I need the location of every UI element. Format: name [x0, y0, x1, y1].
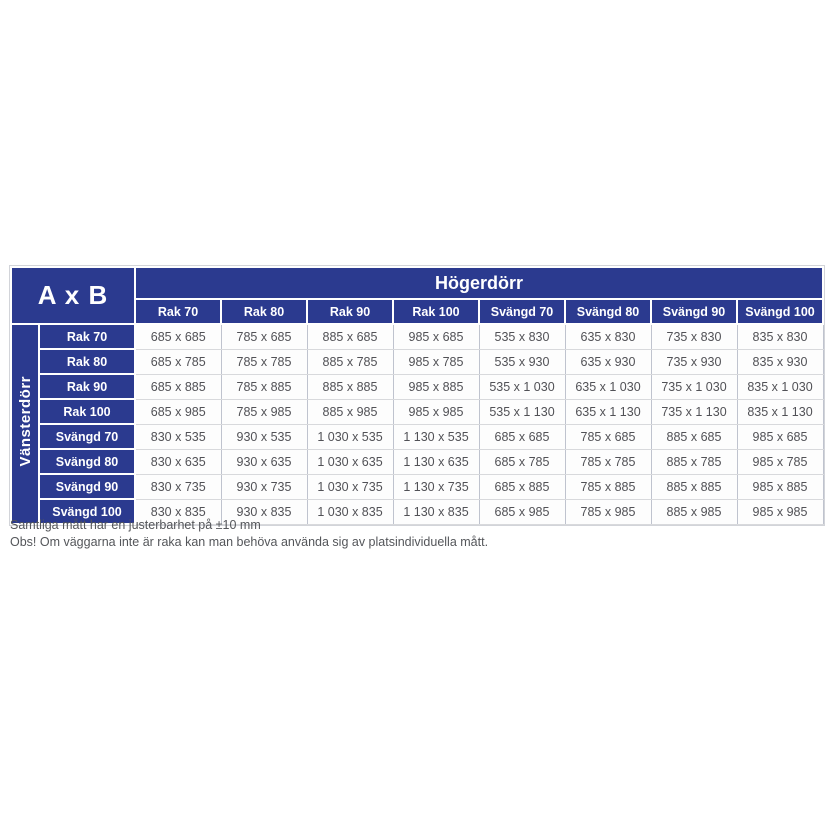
dimension-cell: 685 x 885 [479, 474, 565, 499]
dimension-cell: 885 x 685 [307, 324, 393, 349]
dimension-cell: 685 x 685 [479, 424, 565, 449]
dimension-cell: 535 x 930 [479, 349, 565, 374]
dimension-cell: 1 030 x 835 [307, 499, 393, 524]
dimension-cell: 985 x 685 [737, 424, 823, 449]
top-axis-label-hogerdorr: Högerdörr [135, 267, 823, 299]
row-header: Svängd 90 [39, 474, 135, 499]
dimension-cell: 830 x 535 [135, 424, 221, 449]
dimension-cell: 785 x 885 [221, 374, 307, 399]
dimension-cell: 885 x 885 [307, 374, 393, 399]
dimension-cell: 785 x 885 [565, 474, 651, 499]
table-row [11, 374, 823, 399]
dimension-cell: 535 x 1 130 [479, 399, 565, 424]
dimension-cell: 785 x 685 [565, 424, 651, 449]
column-header: Rak 70 [135, 299, 221, 324]
row-header: Svängd 80 [39, 449, 135, 474]
dimension-cell: 1 030 x 635 [307, 449, 393, 474]
dimension-cell: 735 x 1 030 [651, 374, 737, 399]
dimension-cell: 830 x 635 [135, 449, 221, 474]
dimension-cell: 885 x 685 [651, 424, 737, 449]
dimension-cell: 535 x 830 [479, 324, 565, 349]
dimension-cell: 735 x 930 [651, 349, 737, 374]
dimension-cell: 930 x 735 [221, 474, 307, 499]
dimension-cell: 930 x 835 [221, 499, 307, 524]
dimension-cell: 835 x 930 [737, 349, 823, 374]
table-row [11, 399, 823, 424]
table-row [11, 474, 823, 499]
corner-label-axb: A x B [11, 267, 135, 324]
dimension-cell: 785 x 985 [221, 399, 307, 424]
dimension-cell: 885 x 985 [307, 399, 393, 424]
row-header: Svängd 70 [39, 424, 135, 449]
dimension-cell: 885 x 785 [651, 449, 737, 474]
column-header: Rak 90 [307, 299, 393, 324]
dimension-cell: 930 x 635 [221, 449, 307, 474]
dimension-cell: 835 x 1 030 [737, 374, 823, 399]
dimension-cell: 885 x 985 [651, 499, 737, 524]
column-header: Svängd 80 [565, 299, 651, 324]
dimension-cell: 985 x 785 [393, 349, 479, 374]
footnote-adjustability: Samtliga mått har en justerbarhet på ±10 mm [10, 518, 261, 532]
table-row [11, 449, 823, 474]
dimension-cell: 685 x 785 [135, 349, 221, 374]
dimension-cell: 985 x 985 [737, 499, 823, 524]
dimension-cell: 685 x 685 [135, 324, 221, 349]
dimension-cell: 885 x 785 [307, 349, 393, 374]
dimension-cell: 635 x 930 [565, 349, 651, 374]
row-header: Rak 80 [39, 349, 135, 374]
dimension-cell: 1 030 x 535 [307, 424, 393, 449]
dimension-cell: 1 130 x 735 [393, 474, 479, 499]
left-axis-label-text: Vänsterdörr [16, 376, 34, 467]
dimension-cell: 885 x 885 [651, 474, 737, 499]
column-header: Svängd 100 [737, 299, 823, 324]
dimension-table-wrap [10, 266, 824, 525]
column-header: Svängd 90 [651, 299, 737, 324]
dimension-cell: 930 x 535 [221, 424, 307, 449]
dimension-cell: 785 x 785 [565, 449, 651, 474]
dimension-cell: 985 x 685 [393, 324, 479, 349]
row-header: Rak 70 [39, 324, 135, 349]
dimensions-table [10, 266, 824, 525]
row-header: Svängd 100 [39, 499, 135, 524]
dimension-cell: 985 x 985 [393, 399, 479, 424]
dimension-cell: 635 x 1 130 [565, 399, 651, 424]
dimension-cell: 635 x 1 030 [565, 374, 651, 399]
footnotes [10, 517, 488, 550]
dimension-cell: 685 x 985 [135, 399, 221, 424]
dimension-cell: 1 130 x 635 [393, 449, 479, 474]
dimension-cell: 535 x 1 030 [479, 374, 565, 399]
dimension-cell: 735 x 1 130 [651, 399, 737, 424]
dimension-cell: 685 x 885 [135, 374, 221, 399]
dimension-cell: 1 130 x 535 [393, 424, 479, 449]
dimension-cell: 985 x 885 [737, 474, 823, 499]
column-header: Svängd 70 [479, 299, 565, 324]
dimension-cell: 830 x 735 [135, 474, 221, 499]
dimension-cell: 735 x 830 [651, 324, 737, 349]
dimension-cell: 1 030 x 735 [307, 474, 393, 499]
row-header: Rak 90 [39, 374, 135, 399]
table-row [11, 349, 823, 374]
dimension-cell: 835 x 1 130 [737, 399, 823, 424]
dimension-cell: 985 x 785 [737, 449, 823, 474]
banner-row [11, 267, 823, 299]
dimension-cell: 985 x 885 [393, 374, 479, 399]
dimension-cell: 685 x 785 [479, 449, 565, 474]
dimension-cell: 785 x 985 [565, 499, 651, 524]
dimension-cell: 635 x 830 [565, 324, 651, 349]
left-axis-label-vansterdorr [11, 324, 39, 524]
dimension-cell: 785 x 685 [221, 324, 307, 349]
table-row [11, 324, 823, 349]
table-row [11, 424, 823, 449]
dimension-cell: 830 x 835 [135, 499, 221, 524]
footnote-walls: Obs! Om väggarna inte är raka kan man behöva använda sig av platsindividuella mått. [10, 534, 489, 549]
dimension-cell: 835 x 830 [737, 324, 823, 349]
row-header: Rak 100 [39, 399, 135, 424]
column-header: Rak 100 [393, 299, 479, 324]
dimension-cell: 685 x 985 [479, 499, 565, 524]
dimension-cell: 785 x 785 [221, 349, 307, 374]
dimension-cell: 1 130 x 835 [393, 499, 479, 524]
column-header: Rak 80 [221, 299, 307, 324]
